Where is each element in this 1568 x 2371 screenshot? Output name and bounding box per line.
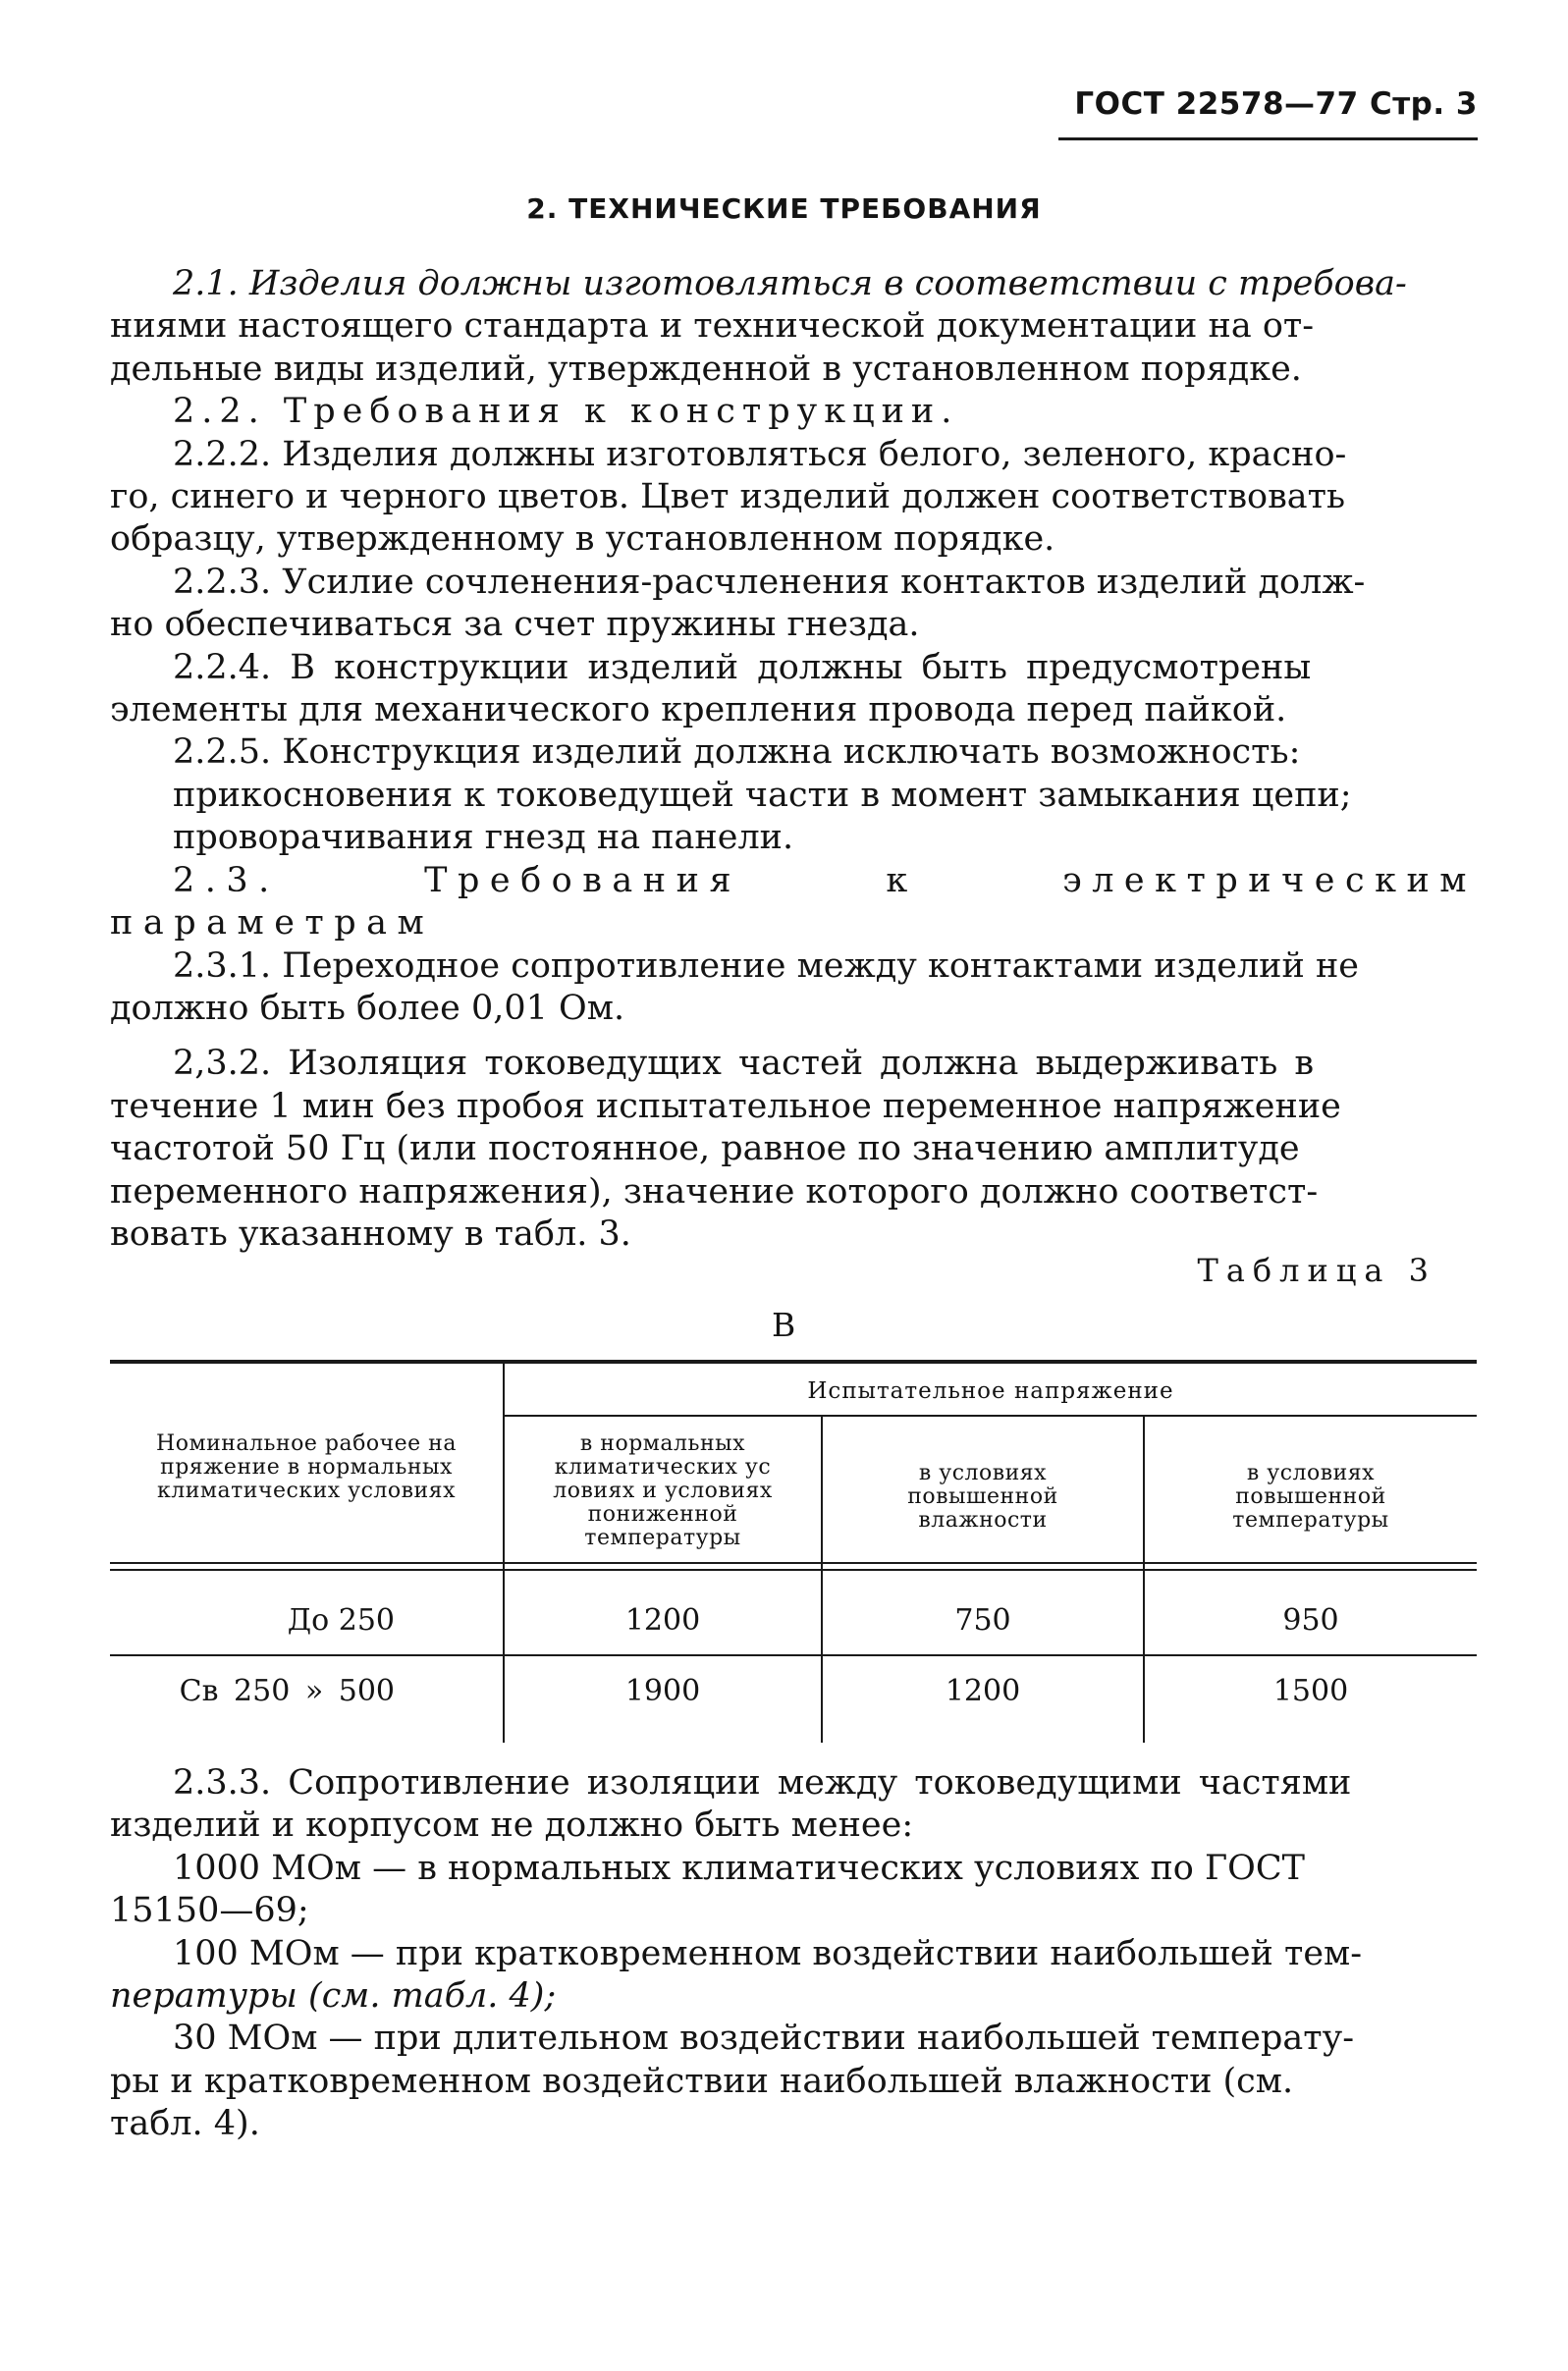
table-unit: В [772,1306,796,1344]
paragraph-2-3-2-line-5: вовать указанному в табл. 3. [110,1213,631,1254]
body-text-top [110,263,1477,1256]
paragraph-2-2-2-line-2: го, синего и черного цветов. Цвет изделий должен соответствовать [110,477,1346,517]
col-header-nominal-line-3: климатических условиях [157,1479,456,1503]
col-header-normal [505,1432,821,1550]
header-bottom-rule-1 [110,1562,1477,1564]
paragraph-2-2-2-line-3: образцу, утвержденному в установленном порядке. [110,519,1055,560]
col-header-humid-line-2: повышенной [907,1484,1058,1509]
group-header-rule [503,1415,1477,1417]
row-2-normal: 1900 [624,1674,701,1708]
paragraph-2-1-line-2: ниями настоящего стандарта и технической документации на от- [110,306,1315,347]
paragraph-2-2-5-line-3: проворачивания гнезд на панели. [173,818,794,858]
row-2-nominal: Св 250 » 500 [179,1674,395,1708]
paragraph-2-3-3-line-1: 2.3.3. Сопротивление изоляции между токоведущими частями [173,1763,1352,1803]
resistance-3-line-1: 30 МОм — при длительном воздействии наибольшей температу- [173,2019,1355,2059]
row-1-normal: 1200 [624,1603,701,1638]
header-rule [1058,137,1478,140]
col-header-nominal [110,1432,503,1503]
resistance-2-line-2: пературы (см. табл. 4); [110,1976,557,2017]
paragraph-2-3-3-line-2: изделий и корпусом не должно быть менее: [110,1805,914,1846]
col-header-normal-line-3: ловиях и условиях [553,1479,773,1503]
col-header-humid-line-3: влажности [918,1508,1048,1533]
paragraph-2-3-2-line-1: 2,3.2. Изоляция токоведущих частей должна выдерживать в [173,1044,1315,1084]
resistance-2-line-1: 100 МОм — при кратковременном воздействии наибольшей тем- [173,1933,1363,1973]
col-header-humid [823,1462,1143,1533]
col-header-normal-line-4: пониженной [587,1502,738,1527]
paragraph-2-2-3-line-1: 2.2.3. Усилие сочленения-расчленения контактов изделий долж- [173,562,1366,602]
resistance-1-line-2: 15150—69; [110,1891,309,1931]
col-header-temp [1145,1462,1477,1533]
paragraph-2-3: 2.3. Требования к электрическим параметрам [110,860,1477,943]
col-header-nominal-line-1: Номинальное рабочее на [156,1431,457,1456]
paragraph-2-2-4-line-1: 2.2.4. В конструкции изделий должны быть предусмотрены [173,647,1312,687]
paragraph-2-3-1-line-1: 2.3.1. Переходное сопротивление между контактами изделий не [173,945,1359,986]
col-header-normal-line-1: в нормальных [579,1431,746,1456]
table-top-rule [110,1360,1477,1364]
row-2-temp: 1500 [1272,1674,1349,1708]
paragraph-2-2-5-line-2: прикосновения к токоведущей части в момент замыкания цепи; [173,775,1352,815]
paragraph-2-2-4-line-2: элементы для механического крепления провода перед пайкой. [110,690,1287,730]
col-header-temp-line-1: в условиях [1246,1461,1376,1485]
paragraph-2-1-line-3: дельные виды изделий, утвержденной в установленном порядке. [110,349,1302,389]
paragraph-2-3-2-line-4: переменного напряжения), значение которого должно соответст- [110,1171,1319,1212]
col-header-normal-line-5: температуры [584,1526,741,1550]
group-header: Испытательное напряжение [807,1378,1174,1404]
table-3 [110,1360,1477,1748]
resistance-1-line-1: 1000 МОм — в нормальных климатических условиях по ГОСТ [173,1848,1306,1888]
paragraph-2-3-1-line-2: должно быть более 0,01 Ом. [110,988,625,1028]
paragraph-2-2-3-line-2: но обеспечиваться за счет пружины гнезда. [110,605,920,645]
row-2-humid: 1200 [945,1674,1021,1708]
col-header-nominal-line-2: пряжение в нормальных [160,1455,453,1480]
table-label: Таблица 3 [1197,1252,1436,1289]
resistance-3-line-2: ры и кратковременном воздействии наибольшей влажности (см. [110,2061,1294,2101]
paragraph-2-3-2-line-3: частотой 50 Гц (или постоянное, равное по значению амплитуде [110,1129,1300,1169]
body-text-bottom [110,1762,1477,2146]
section-title: 2. ТЕХНИЧЕСКИЕ ТРЕБОВАНИЯ [526,192,1042,225]
paragraph-2-1-line-1: 2.1. Изделия должны изготовляться в соответствии с требова- [173,264,1407,303]
paragraph-2-3-2-line-2: течение 1 мин без пробоя испытательное переменное напряжение [110,1086,1341,1126]
row-separator [110,1654,1477,1656]
resistance-3-line-3: табл. 4). [110,2104,260,2144]
row-1-humid: 750 [954,1603,1011,1638]
row-1-nominal: До 250 [287,1603,395,1638]
row-1-temp: 950 [1282,1603,1339,1638]
page-header: ГОСТ 22578—77 Стр. 3 [1074,86,1478,122]
col-header-temp-line-2: повышенной [1235,1484,1386,1509]
col-header-normal-line-2: климатических ус [554,1455,772,1480]
col-header-humid-line-1: в условиях [918,1461,1048,1485]
header-bottom-rule-2 [110,1569,1477,1571]
paragraph-2-2: 2.2. Требования к конструкции. [173,392,959,432]
col-header-temp-line-3: температуры [1232,1508,1389,1533]
paragraph-2-2-2-line-1: 2.2.2. Изделия должны изготовляться белого, зеленого, красно- [173,434,1347,474]
paragraph-2-2-5-line-1: 2.2.5. Конструкция изделий должна исключать возможность: [173,732,1301,773]
